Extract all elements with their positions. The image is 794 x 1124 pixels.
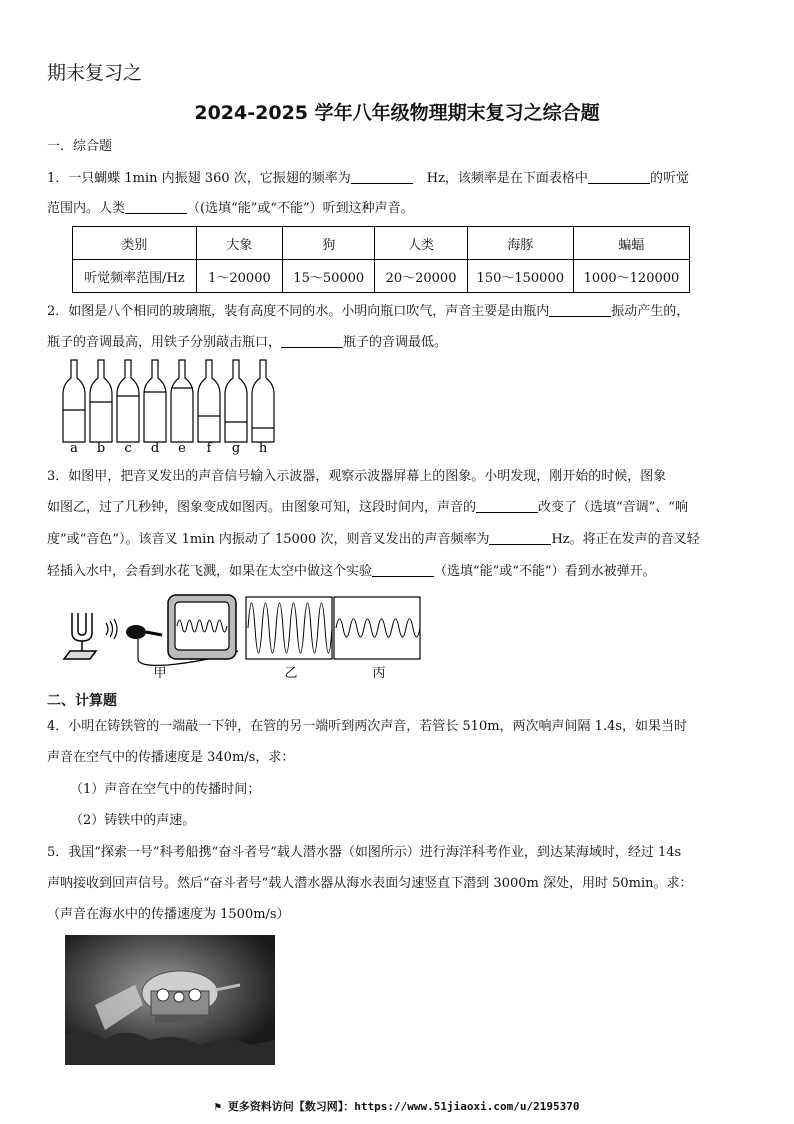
bottle-label: a [70, 441, 78, 456]
table-row [73, 260, 690, 293]
q1-text: 1．一只蝴蝶 1min 内振翅 360 次，它振翅的频率为 [47, 171, 351, 186]
bottle-g [225, 360, 247, 442]
q2-text: 瓶子的音调最高，用铁子分别敲击瓶口， [47, 335, 282, 350]
q1-text: 的听觉 [649, 171, 689, 186]
figure-label-yi: 乙 [284, 666, 298, 681]
figure-label-jia: 甲 [153, 666, 167, 681]
bottles-figure [60, 358, 275, 456]
table-header-cell: 蝙蝠 [573, 227, 689, 260]
question-2-line-2 [47, 332, 447, 354]
question-4-sub-2: （2）铸铁中的声速。 [70, 813, 196, 828]
bottle-h [252, 360, 274, 442]
answer-blank[interactable] [476, 498, 538, 513]
section-heading-1: 一．综合题 [47, 139, 113, 154]
oscilloscope-screen-jia [168, 595, 236, 659]
bottle-label: c [124, 441, 132, 456]
question-5-line-3: （声音在海水中的传播速度为 1500m/s） [47, 907, 290, 922]
table-cell: 150～150000 [467, 260, 573, 293]
q1-text: （(选填“能”或“不能”）听到这种声音。 [187, 201, 414, 216]
q3-text: 轻插入水中，会看到水花飞溅，如果在太空中做这个实验 [47, 564, 373, 579]
question-3-line-1: 3．如图甲，把音叉发出的声音信号输入示波器，观察示波器屏幕上的图象。小明发现，刚开始的时候，图象 [47, 469, 667, 484]
q3-text: 如图乙，过了几秒钟，图象变成如图丙。由图象可知，这段时间内，声音的 [47, 500, 477, 515]
bottle-label: g [231, 441, 241, 456]
bottle-e [171, 360, 193, 442]
question-4-line-2: 声音在空气中的传播速度是 340m/s，求： [47, 750, 295, 765]
table-header-cell: 海豚 [467, 227, 573, 260]
question-2-line-1 [47, 301, 689, 323]
q3-text: 度”或“音色”）。该音叉 1min 内振动了 15000 次，则音叉发出的声音频率为 [47, 532, 490, 547]
bottle-b [90, 360, 112, 442]
table-cell: 20～20000 [375, 260, 467, 293]
footer-text: 更多资料访问【数习网】：https://www.51jiaoxi.com/u/2195370 [227, 1100, 580, 1113]
table-header-cell: 狗 [283, 227, 375, 260]
question-3-line-3 [47, 529, 700, 551]
bottle-a [63, 360, 85, 442]
question-3-line-4 [47, 561, 656, 583]
oscilloscope-figure [62, 593, 424, 683]
figure-label-bing: 丙 [372, 666, 386, 681]
answer-blank[interactable] [549, 302, 611, 317]
flag-icon: ⚑ [214, 1100, 222, 1113]
bottle-label: d [150, 441, 160, 456]
answer-blank[interactable] [281, 333, 343, 348]
bottle-label: f [206, 441, 212, 456]
q1-text: 范围内。人类 [47, 201, 126, 216]
question-1-line-2 [47, 198, 414, 220]
bottle-d [144, 360, 166, 442]
submersible-photo [65, 935, 275, 1065]
q3-text: 改变了（选填“音调”、“响 [538, 500, 688, 515]
page-title: 2024-2025 学年八年级物理期末复习之综合题 [194, 102, 600, 124]
question-5-line-2: 声呐接收到回声信号。然后“奋斗者号”载人潜水器从海水表面匀速竖直下潜到 3000m 深处，用时 50min。求： [47, 876, 693, 891]
answer-blank[interactable] [125, 199, 187, 214]
question-1-line-1 [47, 168, 689, 190]
oscilloscope-screen-bing [334, 597, 420, 659]
answer-blank[interactable] [489, 530, 551, 545]
tuning-fork-icon [64, 613, 96, 659]
header-label: 期末复习之 [47, 62, 143, 84]
question-3-line-2 [47, 497, 688, 519]
question-4-sub-1: （1）声音在空气中的传播时间； [70, 782, 261, 797]
table-cell: 1000～120000 [573, 260, 689, 293]
table-cell: 听觉频率范围/Hz [73, 260, 197, 293]
answer-blank[interactable] [372, 562, 434, 577]
table-cell: 1～20000 [196, 260, 282, 293]
answer-blank[interactable] [351, 169, 413, 184]
hearing-range-table [72, 226, 690, 293]
q3-text: （选填“能”或“不能”）看到水被弹开。 [434, 564, 656, 579]
table-header-cell: 大象 [196, 227, 282, 260]
q3-text: Hz。将正在发声的音叉轻 [551, 532, 700, 547]
q1-text: Hz，该频率是在下面表格中 [426, 171, 588, 186]
q2-text: 振动产生的， [611, 304, 690, 319]
answer-blank[interactable] [588, 169, 650, 184]
bottle-label: e [178, 441, 186, 456]
bottle-label: b [96, 441, 106, 456]
bottle-f [198, 360, 220, 442]
bottle-c [117, 360, 139, 442]
question-5-line-1: 5．我国“探索一号”科考船携“奋斗者号”载人潜水器（如图所示）进行海洋科考作业，到达某海域时，经过 14s [47, 845, 682, 860]
table-header-cell: 人类 [375, 227, 467, 260]
table-header-cell: 类别 [73, 227, 197, 260]
q2-text: 瓶子的音调最低。 [343, 335, 448, 350]
table-row [73, 227, 690, 260]
section-heading-2: 二、计算题 [47, 693, 117, 709]
footer-link[interactable] [0, 1098, 794, 1114]
table-cell: 15～50000 [283, 260, 375, 293]
bottle-label: h [258, 441, 268, 456]
oscilloscope-screen-yi [246, 597, 332, 659]
question-4-line-1: 4．小明在铸铁管的一端敲一下钟，在管的另一端听到两次声音，若管长 510m，两次响声间隔 1.4s，如果当时 [47, 719, 688, 734]
q2-text: 2．如图是八个相同的玻璃瓶，装有高度不同的水。小明向瓶口吹气，声音主要是由瓶内 [47, 304, 550, 319]
